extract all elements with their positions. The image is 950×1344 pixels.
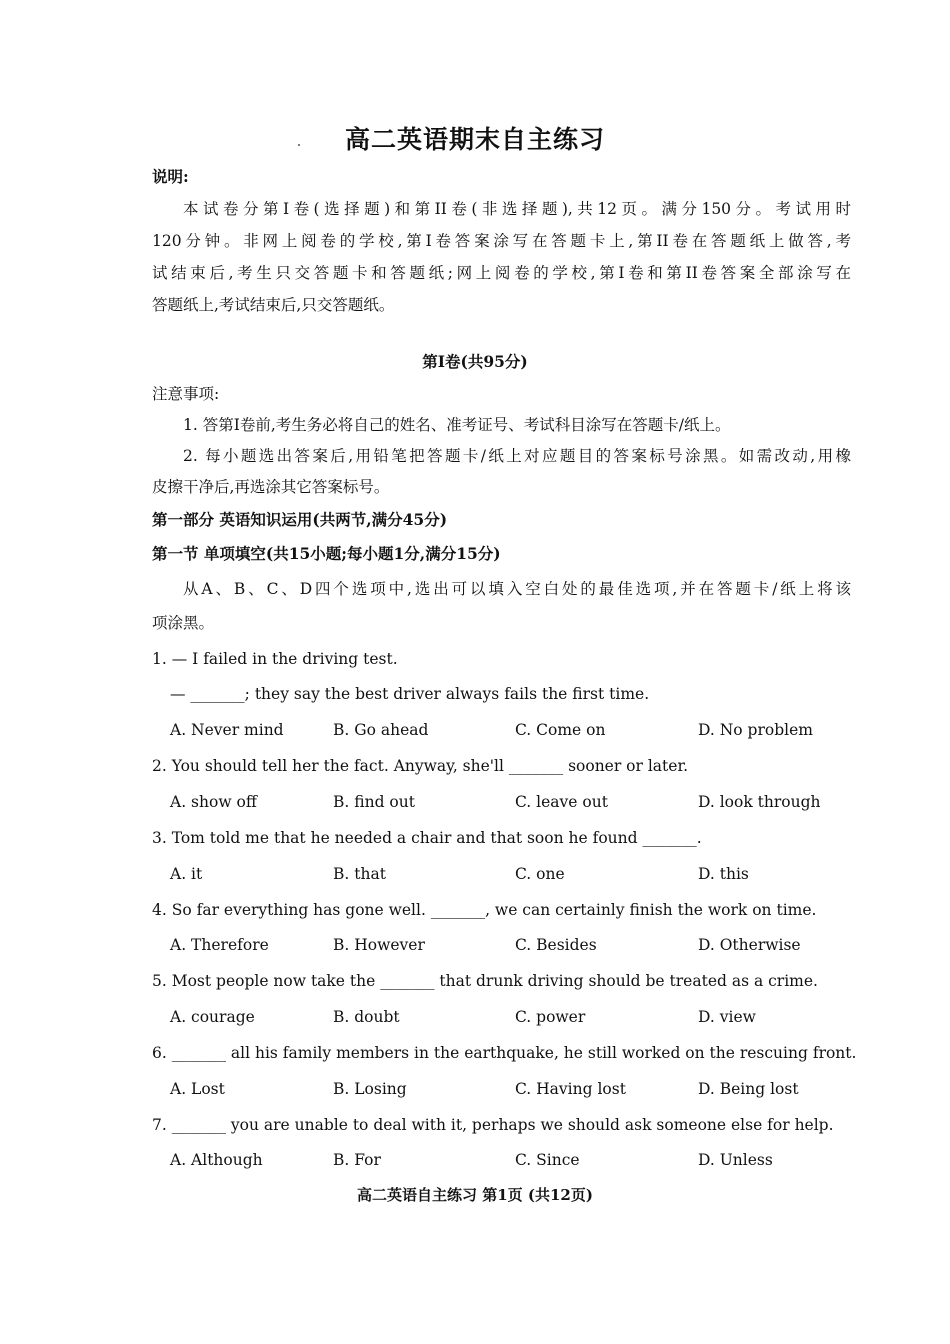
question-2-option-d: D. look through (698, 793, 821, 811)
instructions-label: 说明: (152, 167, 189, 186)
question-7-option-b: B. For (333, 1151, 381, 1169)
note-2: 2. 每小题选出答案后,用铅笔把答题卡/纸上对应题目的答案标号涂黑。如需改动,用橡 (183, 447, 851, 465)
question-5-stem: 5. Most people now take the _______ that drunk driving should be treated as a crime. (152, 972, 818, 990)
question-2-option-a: A. show off (170, 793, 257, 811)
question-3-option-c: C. one (515, 865, 565, 883)
question-1-stem-reply: — _______; they say the best driver always fails the first time. (170, 685, 650, 703)
question-1-option-a: A. Never mind (170, 721, 284, 739)
question-6-option-a: A. Lost (170, 1080, 225, 1098)
question-5-option-a: A. courage (170, 1008, 255, 1026)
question-4-option-a: A. Therefore (170, 936, 269, 954)
question-6-stem: 6. _______ all his family members in the earthquake, he still worked on the rescuing front. (152, 1044, 857, 1062)
question-3-option-a: A. it (170, 865, 203, 883)
question-1-stem: 1. — I failed in the driving test. (152, 650, 398, 668)
instructions-line-3: 试结束后,考生只交答题卡和答题纸;网上阅卷的学校,第I卷和第II卷答案全部涂写在 (152, 264, 851, 282)
question-5-option-d: D. view (698, 1008, 756, 1026)
question-6-option-b: B. Losing (333, 1080, 407, 1098)
question-1-option-b: B. Go ahead (333, 721, 429, 739)
section1-heading: 第一节 单项填空(共15小题;每小题1分,满分15分) (152, 544, 501, 563)
question-3-stem: 3. Tom told me that he needed a chair and that soon he found _______. (152, 829, 702, 847)
page-footer: 高二英语自主练习 第1页 (共12页) (357, 1186, 593, 1204)
question-7-option-a: A. Although (170, 1151, 263, 1169)
question-4-option-b: B. However (333, 936, 425, 954)
instructions-line-4: 答题纸上,考试结束后,只交答题纸。 (152, 296, 395, 314)
question-1-option-c: C. Come on (515, 721, 606, 739)
directions-line-2: 项涂黑。 (152, 614, 215, 632)
part1-heading: 第一部分 英语知识运用(共两节,满分45分) (152, 510, 448, 529)
question-4-option-d: D. Otherwise (698, 936, 801, 954)
directions-line-1: 从A、B、C、D四个选项中,选出可以填入空白处的最佳选项,并在答题卡/纸上将该 (183, 580, 851, 598)
instructions-line-1: 本试卷分第I卷(选择题)和第II卷(非选择题),共12页。满分150分。考试用时 (183, 200, 851, 218)
question-2-option-b: B. find out (333, 793, 415, 811)
notes-label: 注意事项: (152, 385, 220, 403)
question-5-option-b: B. doubt (333, 1008, 400, 1026)
question-4-stem: 4. So far everything has gone well. _______, we can certainly finish the work on time. (152, 901, 817, 919)
question-7-stem: 7. _______ you are unable to deal with it, perhaps we should ask someone else for help. (152, 1116, 834, 1134)
volume-heading: 第I卷(共95分) (422, 352, 528, 371)
note-2-cont: 皮擦干净后,再选涂其它答案标号。 (152, 478, 390, 496)
question-7-option-c: C. Since (515, 1151, 580, 1169)
question-2-stem: 2. You should tell her the fact. Anyway, she'll _______ sooner or later. (152, 757, 689, 775)
instructions-line-2: 120分钟。非网上阅卷的学校,第I卷答案涂写在答题卡上,第II卷在答题纸上做答,考 (152, 232, 851, 250)
page-title: 高二英语期末自主练习 (344, 125, 605, 154)
question-6-option-c: C. Having lost (515, 1080, 626, 1098)
note-1: 1. 答第I卷前,考生务必将自己的姓名、准考证号、考试科目涂写在答题卡/纸上。 (183, 416, 731, 434)
question-5-option-c: C. power (515, 1008, 586, 1026)
question-7-option-d: D. Unless (698, 1151, 773, 1169)
question-6-option-d: D. Being lost (698, 1080, 799, 1098)
question-4-option-c: C. Besides (515, 936, 597, 954)
question-2-option-c: C. leave out (515, 793, 608, 811)
question-3-option-d: D. this (698, 865, 749, 883)
question-3-option-b: B. that (333, 865, 386, 883)
question-1-option-d: D. No problem (698, 721, 813, 739)
